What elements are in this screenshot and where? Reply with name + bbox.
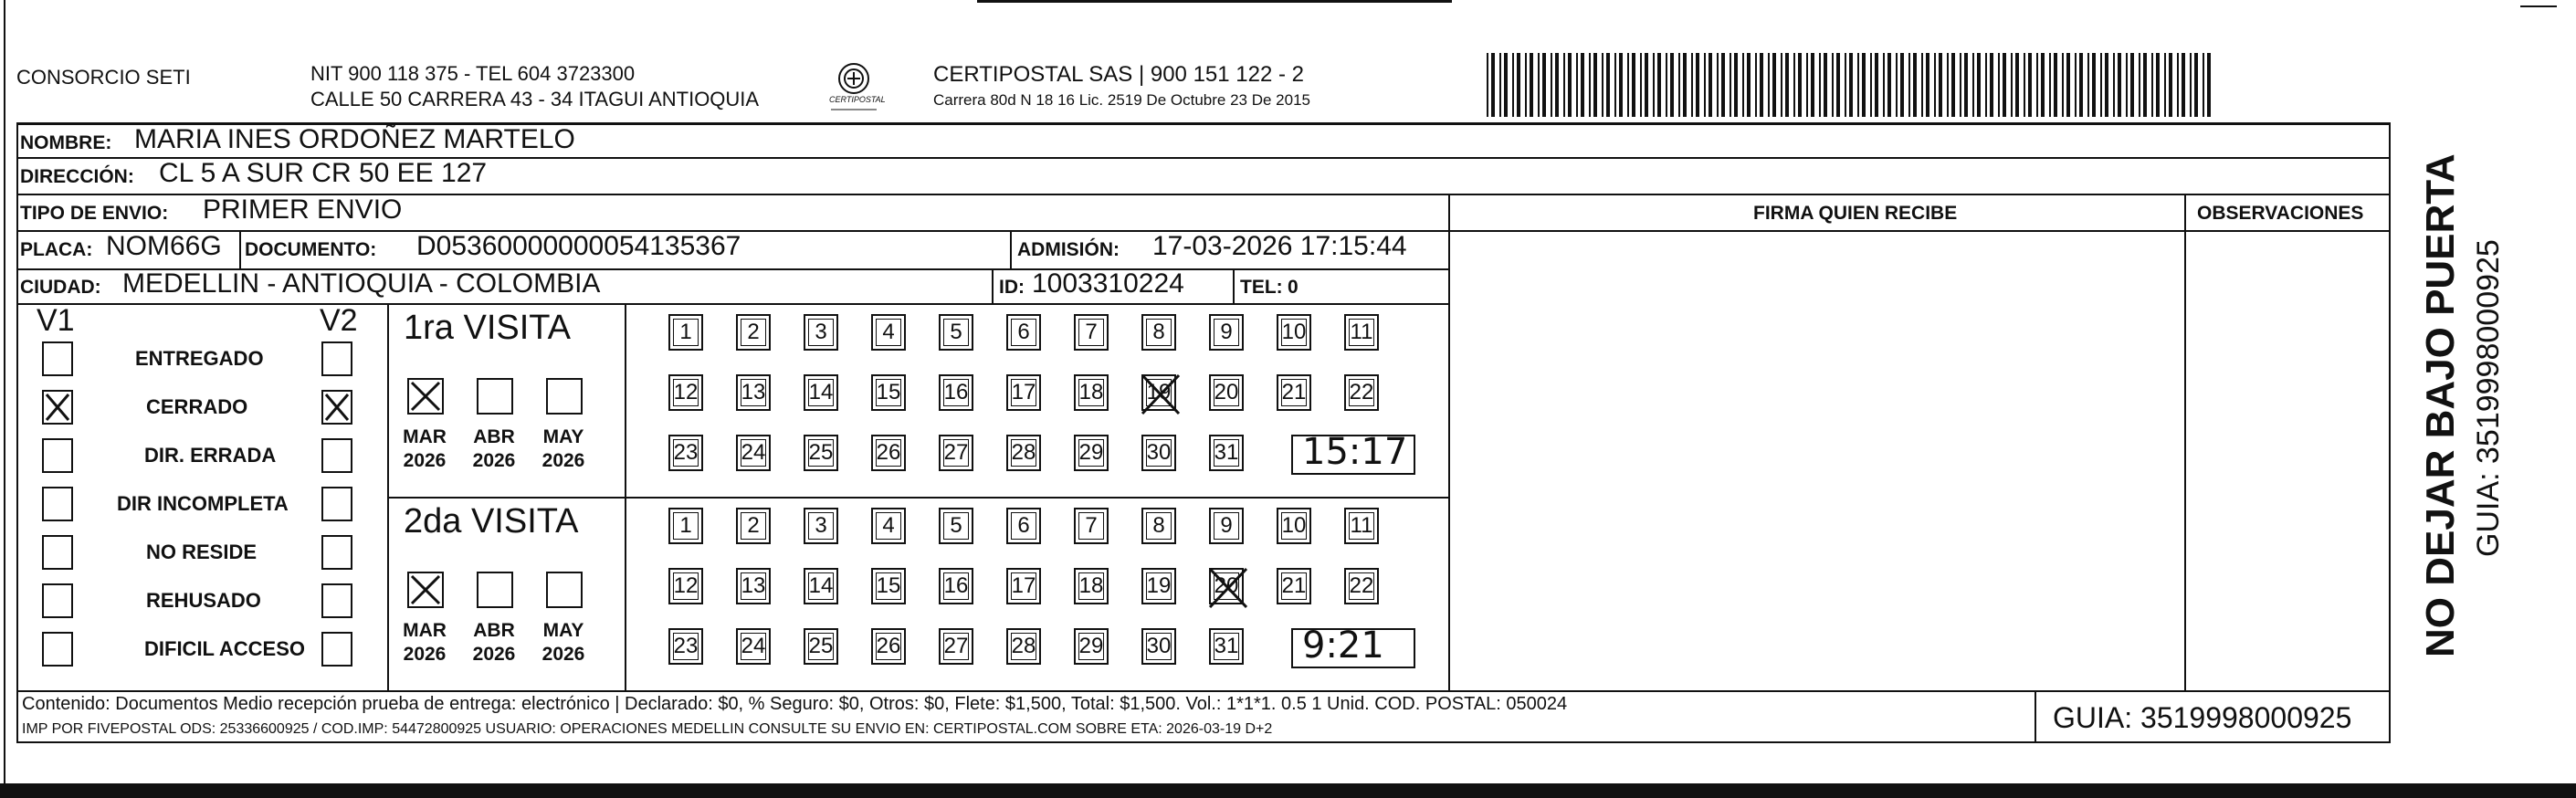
observations-divider [2184, 194, 2186, 690]
v1-checkbox[interactable] [42, 583, 73, 618]
day-box[interactable]: 1 [668, 508, 703, 544]
month-year: 2026 [472, 450, 516, 471]
month-label [462, 425, 526, 473]
v2-checkbox[interactable] [321, 583, 352, 618]
admision-label: ADMISIÓN: [1017, 239, 1120, 260]
status-label: NO RESIDE [146, 541, 258, 563]
status-label: DIFICIL ACCESO [144, 637, 306, 660]
company-name: CONSORCIO SETI [16, 66, 191, 89]
firma-label: FIRMA QUIEN RECIBE [1753, 203, 1958, 224]
day-box[interactable]: 23 [668, 435, 703, 471]
day-box[interactable]: 10 [1277, 314, 1311, 351]
id-value: 1003310224 [1032, 268, 1184, 299]
carrier-line: CERTIPOSTAL SAS | 900 151 122 - 2 [933, 62, 1304, 87]
direccion-label: DIRECCIÓN: [20, 166, 134, 187]
day-box[interactable]: 15 [871, 568, 906, 604]
tipo-label: TIPO DE ENVIO: [20, 203, 169, 224]
day-box[interactable]: 28 [1006, 435, 1041, 471]
day-box[interactable]: 21 [1277, 374, 1311, 411]
month-name: MAY [542, 620, 584, 641]
day-box[interactable]: 4 [871, 314, 906, 351]
v2-label: V2 [320, 303, 358, 338]
day-box[interactable]: 15 [871, 374, 906, 411]
month-year: 2026 [472, 644, 516, 665]
day-box[interactable]: 20 [1209, 568, 1244, 604]
status-label: DIR. ERRADA [144, 444, 277, 467]
day-box[interactable]: 8 [1141, 314, 1176, 351]
day-box[interactable]: 16 [939, 568, 973, 604]
v1-checkbox[interactable] [42, 341, 73, 376]
v2-checkbox[interactable] [321, 535, 352, 570]
day-box[interactable]: 24 [736, 435, 771, 471]
left-page-edge [4, 0, 5, 798]
day-box[interactable]: 18 [1074, 374, 1109, 411]
day-box[interactable]: 28 [1006, 628, 1041, 665]
month-name: ABR [473, 620, 515, 641]
day-box[interactable]: 11 [1344, 314, 1379, 351]
guia-footer: GUIA: 3519998000925 [2053, 701, 2352, 734]
tipo-value: PRIMER ENVIO [203, 194, 403, 225]
admision-value: 17-03-2026 17:15:44 [1152, 231, 1407, 261]
side-warning: NO DEJAR BAJO PUERTA [2418, 153, 2463, 657]
day-box[interactable]: 5 [939, 314, 973, 351]
day-box[interactable]: 12 [668, 568, 703, 604]
v2-checkbox[interactable] [321, 390, 352, 425]
day-box[interactable]: 6 [1006, 314, 1041, 351]
tel-value: 0 [1288, 277, 1299, 298]
observaciones-label: OBSERVACIONES [2197, 203, 2364, 224]
certipostal-logo [824, 62, 884, 113]
month-label [531, 425, 595, 473]
day-box[interactable]: 18 [1074, 568, 1109, 604]
day-box[interactable]: 20 [1209, 374, 1244, 411]
status-label: REHUSADO [146, 589, 261, 612]
day-box[interactable]: 14 [804, 568, 838, 604]
month-label [531, 619, 595, 667]
nombre-value: MARIA INES ORDOÑEZ MARTELO [134, 124, 575, 154]
day-box[interactable]: 12 [668, 374, 703, 411]
day-cross-mark [1140, 373, 1182, 426]
contenido-line: Contenido: Documentos Medio recepción prueba de entrega: electrónico | Declarado: $0, % Seguro: $0, Otros: $0, Flete: $1,500, Total: $1,500. Vol.: 1*1*1. 0.5 1 Unid. COD. POSTAL: 050024 [22, 694, 1568, 714]
day-box[interactable]: 25 [804, 628, 838, 665]
day-box[interactable]: 17 [1006, 374, 1041, 411]
day-box[interactable]: 19 [1141, 374, 1176, 411]
month-year: 2026 [541, 644, 585, 665]
day-box[interactable]: 30 [1141, 628, 1176, 665]
corner-mark [2520, 5, 2557, 7]
day-box[interactable]: 31 [1209, 628, 1244, 665]
nit-line: NIT 900 118 375 - TEL 604 3723300 [310, 62, 636, 85]
visit-title: 1ra VISITA [404, 309, 572, 347]
ciudad-label: CIUDAD: [20, 277, 101, 298]
day-box[interactable]: 13 [736, 568, 771, 604]
direccion-value: CL 5 A SUR CR 50 EE 127 [159, 158, 488, 188]
barcode-icon [1487, 53, 2212, 117]
month-name: MAR [403, 426, 447, 447]
v2-checkbox[interactable] [321, 438, 352, 473]
month-checkbox[interactable] [546, 378, 583, 415]
status-label: ENTREGADO [135, 347, 264, 370]
month-checkbox[interactable] [477, 572, 513, 608]
day-box[interactable]: 29 [1074, 435, 1109, 471]
ciudad-value: MEDELLIN - ANTIOQUIA - COLOMBIA [122, 268, 601, 299]
day-box[interactable]: 30 [1141, 435, 1176, 471]
day-box[interactable]: 13 [736, 374, 771, 411]
tel-label: TEL: [1240, 277, 1283, 298]
day-box[interactable]: 24 [736, 628, 771, 665]
documento-label: DOCUMENTO: [245, 239, 377, 260]
day-box[interactable]: 1 [668, 314, 703, 351]
v1-checkbox[interactable] [42, 535, 73, 570]
month-checkbox[interactable] [477, 378, 513, 415]
barcode [1487, 53, 2212, 117]
day-box[interactable]: 27 [939, 435, 973, 471]
month-label [393, 425, 457, 473]
day-box[interactable]: 29 [1074, 628, 1109, 665]
day-cross-mark [1207, 566, 1249, 620]
day-box[interactable]: 26 [871, 435, 906, 471]
top-cut-mark [977, 0, 1452, 3]
day-box[interactable]: 4 [871, 508, 906, 544]
day-box[interactable]: 6 [1006, 508, 1041, 544]
documento-value: D05360000000054135367 [416, 231, 741, 261]
month-name: MAR [403, 620, 447, 641]
day-box[interactable]: 31 [1209, 435, 1244, 471]
day-box[interactable]: 19 [1141, 568, 1176, 604]
day-box[interactable]: 9 [1209, 314, 1244, 351]
month-year: 2026 [403, 450, 447, 471]
visit-title: 2da VISITA [404, 502, 579, 541]
day-box[interactable]: 8 [1141, 508, 1176, 544]
v2-checkbox[interactable] [321, 341, 352, 376]
day-box[interactable]: 3 [804, 314, 838, 351]
day-box[interactable]: 5 [939, 508, 973, 544]
day-box[interactable]: 16 [939, 374, 973, 411]
month-checkbox[interactable] [407, 572, 444, 608]
month-name: ABR [473, 426, 515, 447]
day-box[interactable]: 3 [804, 508, 838, 544]
v1-checkbox[interactable] [42, 632, 73, 667]
day-box[interactable]: 2 [736, 314, 771, 351]
side-guia: GUIA: 3519998000925 [2471, 239, 2506, 557]
day-box[interactable]: 7 [1074, 314, 1109, 351]
day-box[interactable]: 11 [1344, 508, 1379, 544]
day-box[interactable]: 27 [939, 628, 973, 665]
v1-checkbox[interactable] [42, 390, 73, 425]
day-box[interactable]: 7 [1074, 508, 1109, 544]
month-checkbox[interactable] [407, 378, 444, 415]
id-label: ID: [999, 277, 1025, 298]
month-name: MAY [542, 426, 584, 447]
nombre-label: NOMBRE: [20, 132, 112, 153]
status-label: CERRADO [146, 395, 248, 418]
day-box[interactable]: 17 [1006, 568, 1041, 604]
day-box[interactable]: 14 [804, 374, 838, 411]
day-box[interactable]: 10 [1277, 508, 1311, 544]
time-box[interactable] [1291, 625, 1415, 668]
month-checkbox[interactable] [546, 572, 583, 608]
carrier-sub: Carrera 80d N 18 16 Lic. 2519 De Octubre 23 De 2015 [933, 91, 1310, 109]
day-box[interactable]: 26 [871, 628, 906, 665]
day-box[interactable]: 9 [1209, 508, 1244, 544]
day-box[interactable]: 2 [736, 508, 771, 544]
bottom-bar [0, 783, 2576, 798]
handwritten-time: 9:21 [1302, 625, 1384, 667]
v1-label: V1 [37, 303, 75, 338]
v2-checkbox[interactable] [321, 632, 352, 667]
day-box[interactable]: 23 [668, 628, 703, 665]
handwritten-time: 15:17 [1302, 431, 1408, 473]
v1-checkbox[interactable] [42, 438, 73, 473]
month-label [462, 619, 526, 667]
placa-value: NOM66G [106, 231, 222, 261]
day-box[interactable]: 25 [804, 435, 838, 471]
month-year: 2026 [403, 644, 447, 665]
day-box[interactable]: 22 [1344, 568, 1379, 604]
placa-label: PLACA: [20, 239, 93, 260]
day-box[interactable]: 21 [1277, 568, 1311, 604]
address-line: CALLE 50 CARRERA 43 - 34 ITAGUI ANTIOQUIA [310, 88, 760, 110]
month-year: 2026 [541, 450, 585, 471]
imp-line: IMP POR FIVEPOSTAL ODS: 25336600925 / COD.IMP: 54472800925 USUARIO: OPERACIONES MEDELLIN CONSULTE SU ENVIO EN: CERTIPOSTAL.COM SOBRE ETA: 2026-03-19 D+2 [22, 721, 1273, 737]
v1-checkbox[interactable] [42, 487, 73, 521]
logo-text: CERTIPOSTAL [829, 95, 886, 104]
logo-icon [824, 62, 884, 113]
v2-checkbox[interactable] [321, 487, 352, 521]
time-box[interactable] [1291, 431, 1415, 475]
month-label [393, 619, 457, 667]
status-label: DIR INCOMPLETA [117, 492, 289, 515]
day-box[interactable]: 22 [1344, 374, 1379, 411]
